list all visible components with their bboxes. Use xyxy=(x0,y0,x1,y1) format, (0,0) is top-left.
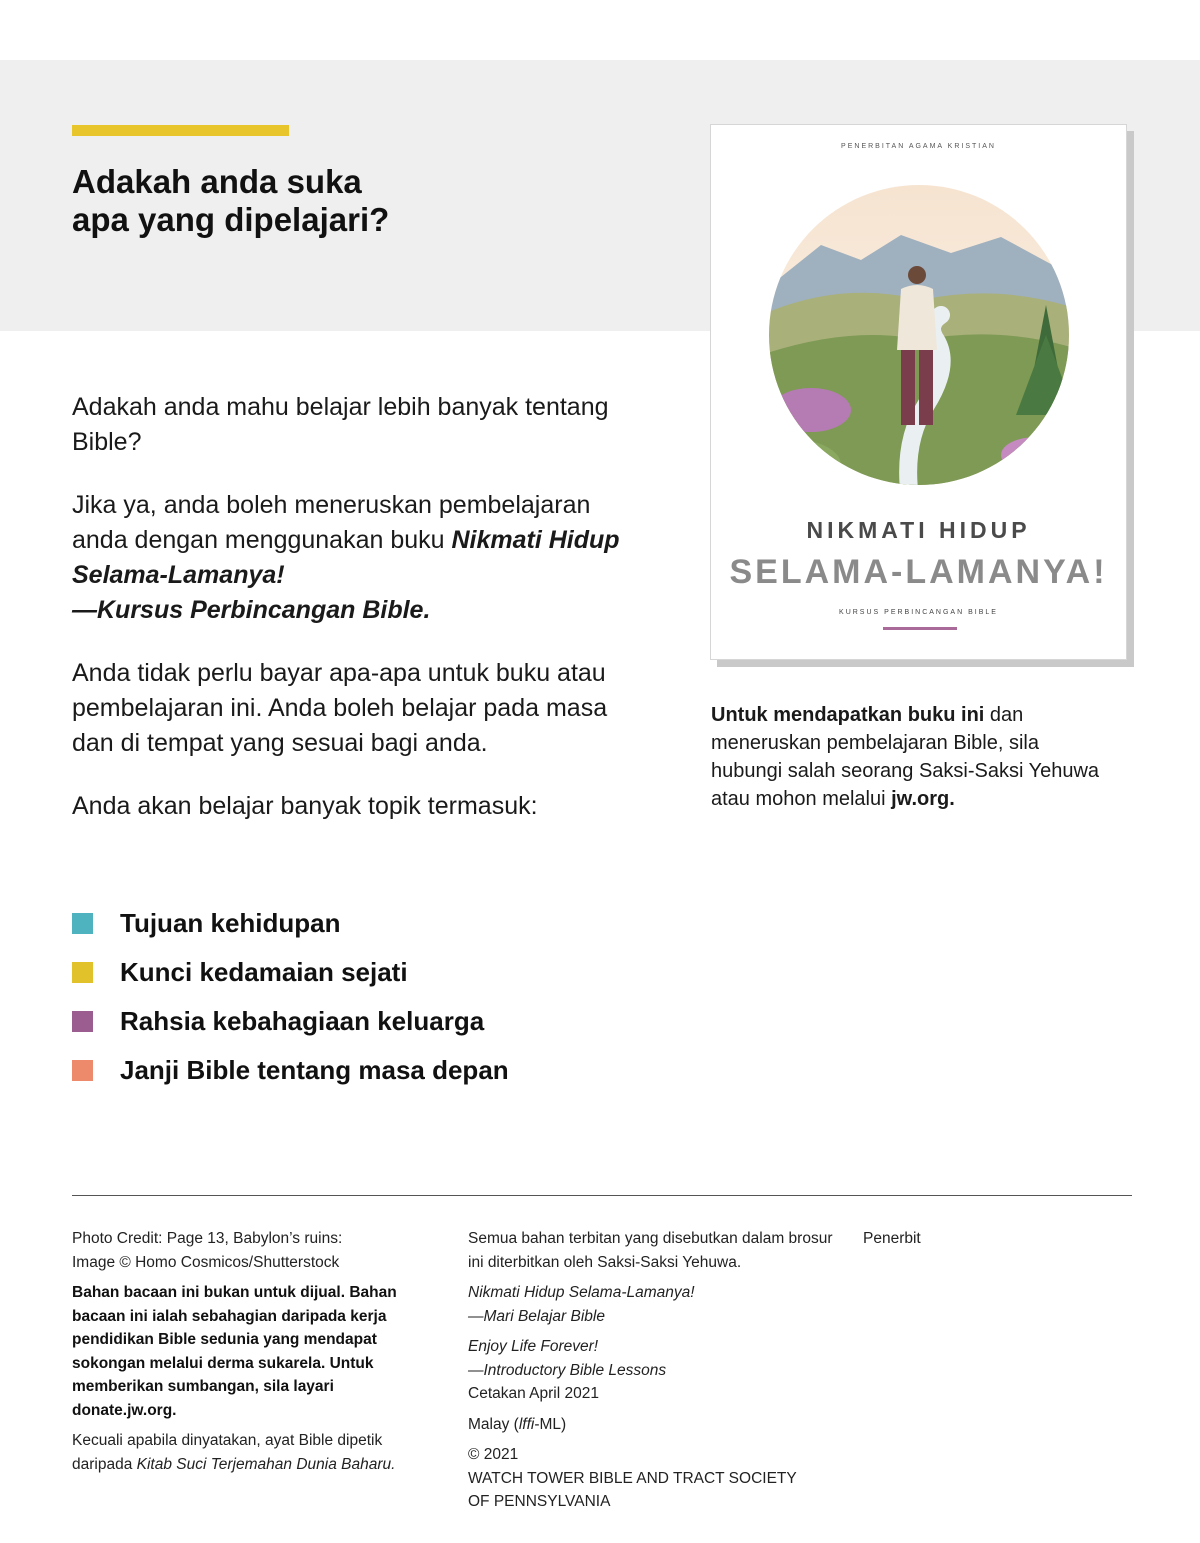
body-column xyxy=(72,390,632,852)
footer-column-2 xyxy=(468,1227,848,1521)
publication-2 xyxy=(468,1335,848,1382)
topic-item xyxy=(72,899,632,948)
cover-subtitle: KURSUS PERBINCANGAN BIBLE xyxy=(839,609,998,616)
topic-list xyxy=(72,899,632,1095)
body-paragraph-1: Adakah anda mahu belajar lebih banyak tentang Bible? xyxy=(72,393,609,456)
copyright xyxy=(468,1443,848,1514)
body-paragraph-2 xyxy=(72,488,632,628)
language-suffix: -ML) xyxy=(534,1415,567,1433)
square-bullet-icon xyxy=(72,1011,93,1032)
book-cover xyxy=(710,124,1127,660)
topic-label: Tujuan kehidupan xyxy=(120,908,341,938)
body-paragraph-2-text: Jika ya, anda boleh meneruskan pembelajaran anda dengan menggunakan buku xyxy=(72,491,591,554)
call-to-action xyxy=(711,701,1111,813)
printing-date: Cetakan April 2021 xyxy=(468,1385,599,1402)
square-bullet-icon xyxy=(72,913,93,934)
page-heading xyxy=(72,163,592,239)
body-paragraph-4: Anda akan belajar banyak topik termasuk: xyxy=(72,792,538,820)
footer-column-1 xyxy=(72,1227,442,1483)
cover-accent-line xyxy=(883,627,957,630)
cover-publisher-label: PENERBITAN AGAMA KRISTIAN xyxy=(841,143,996,150)
not-for-sale-notice: Bahan bacaan ini bukan untuk dijual. Bahan bacaan ini ialah sebahagian daripada kerja pendidikan Bible sedunia yang mendapat sokongan melalui derma sukarela. Untuk memberikan sumbangan, sila layari donate.jw.org. xyxy=(72,1284,397,1419)
language-name: Malay ( xyxy=(468,1415,519,1433)
topic-item xyxy=(72,1046,632,1095)
square-bullet-icon xyxy=(72,1060,93,1081)
photo-credit-line-2: Image © Homo Cosmicos/Shutterstock xyxy=(72,1253,340,1271)
language-code xyxy=(468,1413,848,1437)
publication-1 xyxy=(468,1281,848,1328)
topic-item xyxy=(72,997,632,1046)
publication-2-title: Enjoy Life Forever! xyxy=(468,1338,599,1355)
heading-line-1: Adakah anda suka xyxy=(72,163,362,200)
cover-illustration xyxy=(751,165,1086,505)
square-bullet-icon xyxy=(72,962,93,983)
scripture-translation-title: Kitab Suci Terjemahan Dunia Baharu. xyxy=(136,1455,396,1473)
scripture-note xyxy=(72,1429,442,1476)
publications-intro: Semua bahan terbitan yang disebutkan dalam brosur ini diterbitkan oleh Saksi-Saksi Yehuwa. xyxy=(468,1230,833,1271)
photo-credit-line-1: Photo Credit: Page 13, Babylon’s ruins: xyxy=(72,1230,343,1247)
book-title-2: —Kursus Perbincangan Bible. xyxy=(72,596,431,624)
topic-item xyxy=(72,948,632,997)
copyright-year: © 2021 xyxy=(468,1446,519,1463)
language-symbol: lffi xyxy=(518,1415,535,1433)
book-title-1: Nikmati Hidup Selama-Lamanya! xyxy=(72,526,620,589)
publication-1-title: Nikmati Hidup Selama-Lamanya! xyxy=(468,1284,695,1301)
body-paragraph-3: Anda tidak perlu bayar apa-apa untuk buku atau pembelajaran ini. Anda boleh belajar pada masa dan di tempat yang sesuai bagi anda. xyxy=(72,659,608,757)
scripture-note-text: Kecuali apabila dinyatakan, ayat Bible dipetik daripada xyxy=(72,1432,383,1473)
publication-1-subtitle: —Mari Belajar Bible xyxy=(468,1307,605,1325)
society-line-1: WATCH TOWER BIBLE AND TRACT SOCIETY xyxy=(468,1469,797,1487)
topic-label: Kunci kedamaian sejati xyxy=(120,957,408,987)
topic-label: Rahsia kebahagiaan keluarga xyxy=(120,1006,485,1036)
publication-2-subtitle: —Introductory Bible Lessons xyxy=(468,1361,667,1379)
topic-label: Janji Bible tentang masa depan xyxy=(120,1055,509,1085)
accent-bar xyxy=(72,125,289,136)
cta-bold-lead: Untuk mendapatkan buku ini xyxy=(711,704,985,726)
jw-org-link[interactable]: jw.org. xyxy=(891,788,955,810)
cover-title-line-2: SELAMA-LAMANYA! xyxy=(729,553,1108,591)
cover-title-line-1: NIKMATI HIDUP xyxy=(806,517,1031,543)
footer-column-3 xyxy=(863,1227,1123,1258)
publisher-label: Penerbit xyxy=(863,1230,921,1247)
cta-text: dan meneruskan pembelajaran Bible, sila hubungi salah seorang Saksi-Saksi Yehuwa atau mohon melalui xyxy=(711,704,1100,810)
heading-line-2: apa yang dipelajari? xyxy=(72,201,390,238)
photo-credit xyxy=(72,1227,442,1274)
society-line-2: OF PENNSYLVANIA xyxy=(468,1493,611,1510)
footer-divider xyxy=(72,1195,1132,1196)
